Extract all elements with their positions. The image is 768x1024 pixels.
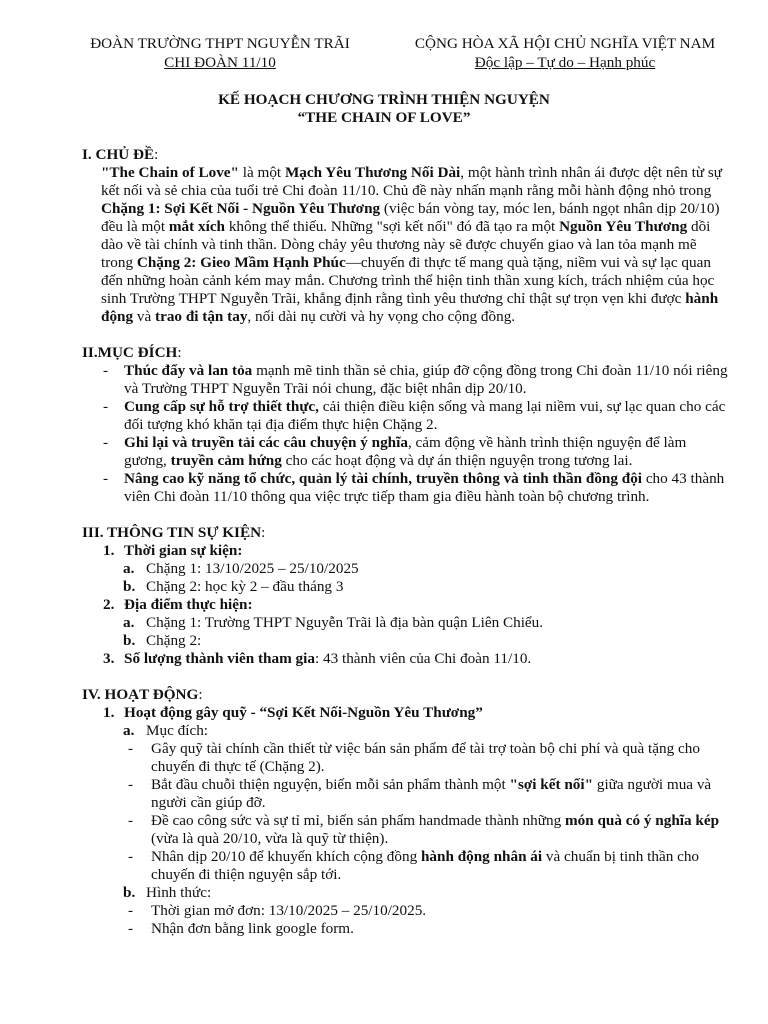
item-text: cải thiện điều kiện sống và mang lại niềm vui, sự lạc quan cho các đối tượng khó khăn tại địa điểm thực hiện Chặng 2. — [124, 398, 726, 433]
bullet-dash: - — [128, 848, 134, 865]
item-letter: b. — [123, 578, 136, 595]
item-bold: món quà có ý nghĩa kép — [565, 812, 720, 829]
item-letter: b. — [123, 632, 136, 649]
section-4-heading — [82, 686, 768, 704]
s1-text: —chuyến đi thực tế mang quà tặng, niềm vui và sự lạc quan đến những hoàn cảnh kém may mắn. Chương trình thể hiện tinh thần xung kích, trách nhiệm của học sinh Trường THPT Nguyễn Trãi, khẳng định rằng tình yêu thương chỉ thật sự trọn vẹn khi được — [101, 254, 715, 307]
national-motto: Độc lập – Tự do – Hạnh phúc — [474, 54, 656, 71]
item-text: Gây quỹ tài chính cần thiết từ việc bán sản phẩm để tài trợ toàn bộ chi phí và quà tặng cho chuyến đi thực tế (Chặng 2). — [151, 740, 700, 775]
item-text: Chặng 1: Trường THPT Nguyễn Trãi là địa bàn quận Liên Chiểu. — [146, 614, 544, 631]
item-bold: Số lượng thành viên tham gia — [124, 650, 315, 667]
section-2-heading — [82, 344, 768, 362]
s1-text: , một hành trình nhân ái được dệt nên từ sự kết nối và sẻ chia của tuổi trẻ Chi đoàn 11/10. Chủ đề này nhấn mạnh rằng mỗi hành động nhỏ trong — [101, 164, 723, 199]
item-text: Thời gian mở đơn: 13/10/2025 – 25/10/2025. — [151, 902, 427, 919]
header-left — [70, 34, 370, 72]
item-text: , cảm động về hành trình thiện nguyện để làm gương, — [124, 434, 687, 469]
s1-text: Nguồn Yêu Thương — [559, 218, 688, 235]
lettered-item — [0, 614, 728, 632]
title-line-1: KẾ HOẠCH CHƯƠNG TRÌNH THIỆN NGUYỆN — [218, 91, 550, 108]
bullet-dash: - — [128, 920, 134, 937]
document-body — [0, 146, 768, 938]
lettered-item — [0, 884, 728, 902]
bullet-dash: - — [128, 740, 134, 757]
lettered-item — [0, 632, 728, 650]
item-text: Chặng 2: — [146, 632, 202, 649]
bullet-dash: - — [103, 434, 109, 451]
s1-text: , nối dài nụ cười và hy vọng cho cộng đồng. — [247, 308, 516, 325]
school-union-name: ĐOÀN TRƯỜNG THPT NGUYỄN TRÃI — [90, 35, 350, 52]
list-item — [0, 470, 728, 506]
item-text: Chặng 2: học kỳ 2 – đầu tháng 3 — [146, 578, 344, 595]
item-text: Đề cao công sức và sự tỉ mỉ, biến sản phẩm handmade thành những — [151, 812, 565, 829]
item-bold: Hoạt động gây quỹ - “Sợi Kết Nối-Nguồn Yêu Thương” — [124, 704, 483, 721]
bullet-dash: - — [128, 902, 134, 919]
s1-text: Chặng 1: Sợi Kết Nối - Nguồn Yêu Thương — [101, 200, 381, 217]
item-text: (vừa là quà 20/10, vừa là quỹ từ thiện). — [151, 830, 389, 847]
item-text: Nhận đơn bằng link google form. — [151, 920, 354, 937]
numbered-item — [0, 542, 728, 560]
document-title — [0, 91, 768, 127]
s1-text: hành động — [101, 290, 719, 325]
list-item — [0, 362, 728, 398]
item-text: và chuẩn bị tinh thần cho chuyến đi thiện nguyện sắp tới. — [151, 848, 700, 883]
header-right — [390, 34, 740, 72]
s1-text: Chặng 2: Gieo Mầm Hạnh Phúc — [136, 254, 346, 271]
national-title: CỘNG HÒA XÃ HỘI CHỦ NGHĨA VIỆT NAM — [414, 35, 716, 52]
bullet-dash: - — [103, 398, 109, 415]
lettered-item — [0, 560, 728, 578]
item-text: Hình thức: — [146, 884, 212, 901]
numbered-item — [0, 704, 728, 722]
sub-list-item — [0, 776, 731, 812]
s1-text: (việc bán vòng tay, móc len, bánh ngọt nhân dịp 20/10) đều là một — [101, 200, 720, 235]
item-text: giữa người mua và người cần giúp đỡ. — [151, 776, 712, 811]
section-1-title: I. CHỦ ĐỀ — [82, 146, 155, 163]
item-text: Nhân dịp 20/10 để khuyến khích cộng đồng — [151, 848, 421, 865]
item-number: 3. — [103, 650, 115, 667]
item-bold: Thúc đẩy và lan tỏa — [124, 362, 253, 379]
lettered-item — [0, 578, 728, 596]
section-2-colon: : — [177, 344, 182, 361]
item-bold: Nâng cao kỹ năng tổ chức, quản lý tài chính, truyền thông và tinh thần đồng đội — [124, 470, 643, 487]
s1-text: trao đi tận tay — [155, 308, 248, 325]
item-letter: b. — [123, 884, 136, 901]
numbered-item — [0, 650, 728, 668]
sub-list-item — [0, 812, 731, 848]
section-1-paragraph — [101, 164, 723, 326]
sub-list-item — [0, 902, 731, 920]
section-4-colon: : — [198, 686, 203, 703]
item-bold: Ghi lại và truyền tải các câu chuyện ý nghĩa — [124, 434, 408, 451]
section-3-heading — [82, 524, 768, 542]
bullet-dash: - — [103, 470, 109, 487]
bullet-dash: - — [103, 362, 109, 379]
numbered-item — [0, 596, 728, 614]
bullet-dash: - — [128, 776, 134, 793]
item-letter: a. — [123, 560, 135, 577]
sub-list-item — [0, 740, 731, 776]
lettered-item — [0, 722, 728, 740]
item-text: Mục đích: — [146, 722, 209, 739]
item-bold: hành động nhân ái — [420, 848, 543, 865]
item-number: 2. — [103, 596, 115, 613]
sub-list-item — [0, 920, 731, 938]
s1-text: là một — [238, 164, 285, 181]
class-union-name: CHI ĐOÀN 11/10 — [164, 54, 276, 71]
item-bold: Cung cấp sự hỗ trợ thiết thực, — [124, 398, 319, 415]
section-1-colon: : — [154, 146, 159, 163]
item-text: Chặng 1: 13/10/2025 – 25/10/2025 — [146, 560, 359, 577]
item-bold: Thời gian sự kiện: — [124, 542, 243, 559]
item-number: 1. — [103, 542, 115, 559]
bullet-dash: - — [128, 812, 134, 829]
s1-text: không thể thiếu. Những "sợi kết nối" đó đã tạo ra một — [225, 218, 560, 235]
item-letter: a. — [123, 722, 135, 739]
s1-text: mắt xích — [168, 218, 226, 235]
item-bold: Địa điểm thực hiện: — [124, 596, 253, 613]
section-3-colon: : — [261, 524, 266, 541]
section-3-title: III. THÔNG TIN SỰ KIỆN — [82, 524, 262, 541]
sub-list-item — [0, 848, 731, 884]
item-letter: a. — [123, 614, 135, 631]
item-number: 1. — [103, 704, 115, 721]
item-text: mạnh mẽ tinh thần sẻ chia, giúp đỡ cộng đồng trong Chi đoàn 11/10 nói riêng và Trường THPT Nguyễn Trãi nói chung, đặc biệt nhân dịp 20/10. — [124, 362, 728, 397]
s1-text: Mạch Yêu Thương Nối Dài — [284, 164, 461, 181]
item-bold: truyền cảm hứng — [170, 452, 282, 469]
item-text: Bắt đầu chuỗi thiện nguyện, biến mỗi sản phẩm thành một — [151, 776, 510, 793]
section-2-title: II.MỤC ĐÍCH — [82, 344, 178, 361]
item-text: cho các hoạt động và dự án thiện nguyện trong tương lai. — [281, 452, 633, 469]
item-bold: "sợi kết nối" — [509, 776, 594, 793]
s1-text: và — [133, 308, 156, 325]
section-4-title: IV. HOẠT ĐỘNG — [82, 686, 199, 703]
list-item — [0, 434, 728, 470]
s1-text: dồi dào về tài chính và tinh thần. Dòng chảy yêu thương này sẽ được chuyển giao và lan tỏa mạnh mẽ trong — [101, 218, 711, 271]
title-line-2: “THE CHAIN OF LOVE” — [297, 109, 471, 126]
list-item — [0, 398, 728, 434]
s1-text: "The Chain of Love" — [101, 164, 239, 181]
item-text: cho 43 thành viên Chi đoàn 11/10 thông qua việc trực tiếp tham gia điều hành toàn bộ chương trình. — [124, 470, 725, 505]
item-text: : 43 thành viên của Chi đoàn 11/10. — [314, 650, 532, 667]
section-1-heading — [82, 146, 768, 164]
